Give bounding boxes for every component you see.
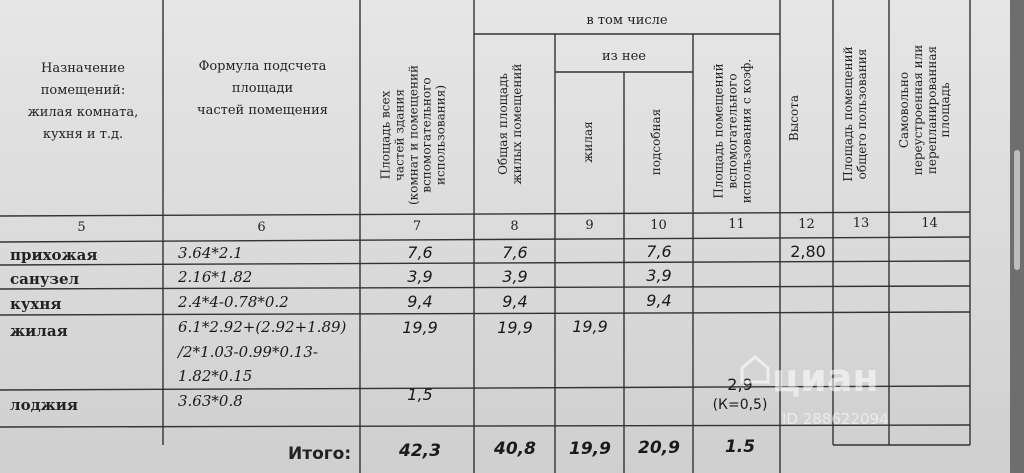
totals-coef-area: 1.5 (724, 437, 756, 457)
col-number: 5 (77, 220, 86, 235)
header-col14-line: Самовольно (897, 71, 911, 149)
living-cell: 19,9 (572, 317, 608, 336)
header-col10: подсобная (649, 108, 663, 176)
header-col13 (842, 44, 878, 184)
col-number: 14 (921, 216, 938, 231)
room-name: прихожая (10, 246, 98, 264)
total-area-cell: 1,5 (407, 385, 433, 404)
room-name: лоджия (10, 396, 78, 414)
photo-edge (1010, 0, 1024, 473)
total-area-cell: 3,9 (407, 267, 433, 286)
header-col6-line: Формула подсчета (198, 59, 327, 74)
area-formula: 2.4*4-0.78*0.2 (178, 293, 289, 311)
header-col5-line: Назначение (41, 61, 125, 76)
col-number: 10 (650, 218, 667, 233)
header-col14-line: перепланированная (924, 45, 939, 175)
header-col7-line: Площадь всех (378, 90, 393, 180)
height-cell: 2,80 (790, 242, 826, 261)
total-area-cell: 9,4 (407, 292, 433, 311)
header-col13-line: Площадь помещений (841, 46, 855, 182)
living-total-cell: 3,9 (502, 267, 528, 286)
header-col5-line: помещений: (40, 83, 126, 98)
header-col7-line: частей здания (392, 89, 407, 182)
header-col11-line: вспомогательного (725, 73, 740, 189)
header-col5-line: жилая комната, (27, 105, 139, 120)
living-total-cell: 7,6 (502, 243, 528, 262)
watermark-brand: циан (772, 356, 879, 400)
col-number: 7 (412, 219, 422, 234)
header-col13-line: общего пользования (854, 48, 869, 180)
totals-total-area: 42,3 (399, 441, 441, 461)
header-col6-line: площади (231, 81, 294, 96)
watermark-id: ID 288622094 (782, 410, 889, 428)
auxiliary-cell: 3,9 (646, 266, 672, 285)
col-number: 12 (798, 217, 815, 232)
totals-label: Итого: (288, 444, 352, 464)
area-formula-line: 1.82*0.15 (178, 367, 253, 385)
col-number: 6 (257, 220, 266, 235)
header-col11-line: использования с коэф. (739, 58, 754, 204)
header-col14 (898, 40, 962, 180)
living-total-cell: 19,9 (497, 318, 533, 337)
header-col7-line: вспомогательного (419, 77, 434, 193)
totals-auxiliary: 20,9 (638, 438, 680, 458)
totals-living: 19,9 (569, 439, 611, 459)
area-formula: 3.63*0.8 (178, 392, 243, 410)
header-col5 (8, 58, 158, 146)
header-col5-line: кухня и т.д. (42, 127, 124, 142)
header-col9: жилая (581, 121, 595, 163)
header-group-including: в том числе (586, 13, 668, 28)
auxiliary-cell: 9,4 (646, 291, 672, 310)
header-col11 (713, 54, 763, 209)
cian-house-icon (738, 352, 772, 386)
room-name: жилая (10, 322, 68, 340)
header-col7-line: (комнат и помещений (406, 64, 421, 206)
area-formula-line: 6.1*2.92+(2.92+1.89) (178, 318, 347, 336)
coef-area-cell: 2,9 (727, 375, 753, 394)
watermark-logo (738, 352, 772, 390)
totals-living-total: 40,8 (494, 439, 536, 459)
header-col8-line: жилых помещений (509, 63, 524, 185)
col-number: 8 (510, 219, 519, 234)
area-formula: 3.64*2.1 (178, 244, 243, 262)
header-col12: Высота (787, 94, 801, 142)
room-name: кухня (10, 295, 62, 313)
living-total-cell: 9,4 (502, 292, 528, 311)
header-col7 (380, 53, 462, 218)
total-area-cell: 7,6 (407, 243, 433, 262)
col-number: 11 (728, 217, 745, 232)
col-number: 13 (852, 216, 870, 231)
header-group-of-it: из нее (602, 49, 646, 64)
auxiliary-cell: 7,6 (646, 242, 672, 261)
total-area-cell: 19,9 (402, 318, 438, 337)
area-formula: 2.16*1.82 (178, 268, 253, 286)
header-col14-line: переустроенная или (910, 44, 925, 176)
room-name: санузел (10, 270, 80, 288)
header-col14-line: площадь (938, 82, 953, 138)
header-col6-line: частей помещения (197, 103, 328, 118)
header-col6 (170, 56, 355, 122)
area-formula-line: /2*1.03-0.99*0.13- (178, 343, 318, 361)
coef-note: (К=0,5) (712, 397, 768, 413)
col-number: 9 (585, 218, 594, 233)
header-col8 (497, 54, 533, 194)
header-col8-line: Общая площадь (496, 73, 510, 175)
header-col11-line: Площадь помещений (711, 63, 726, 199)
header-col7-line: использования) (433, 84, 448, 186)
